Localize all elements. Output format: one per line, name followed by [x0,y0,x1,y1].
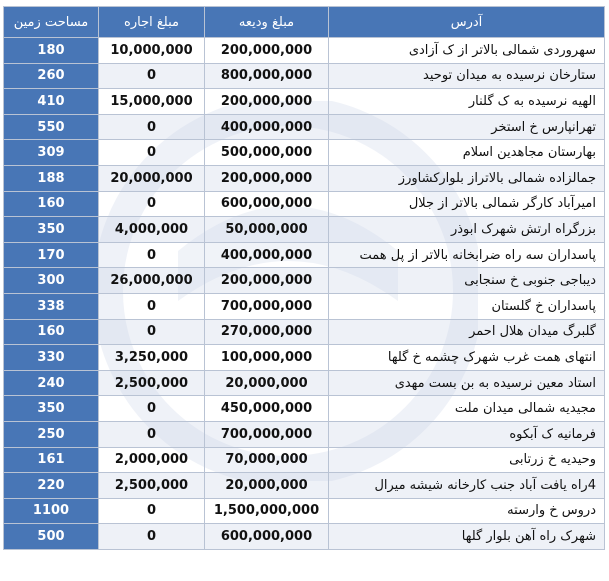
rent-cell: 10,000,000 [99,38,205,64]
table-row [4,89,605,115]
rent-cell: 2,000,000 [99,447,205,473]
address-cell: مجیدیه شمالی میدان ملت [329,396,605,422]
deposit-cell: 1,500,000,000 [205,498,329,524]
rent-cell: 0 [99,191,205,217]
rent-cell: 0 [99,498,205,524]
area-cell: 160 [4,319,99,345]
area-cell: 410 [4,89,99,115]
area-cell: 160 [4,191,99,217]
address-cell: دیباجی جنوبی خ سنجابی [329,268,605,294]
area-cell: 309 [4,140,99,166]
address-cell: استاد معین نرسیده به بن بست مهدی [329,370,605,396]
rent-cell: 15,000,000 [99,89,205,115]
address-cell: پاسداران خ گلستان [329,293,605,319]
deposit-cell: 700,000,000 [205,421,329,447]
deposit-cell: 100,000,000 [205,345,329,371]
rent-cell: 20,000,000 [99,165,205,191]
address-cell: 4راه یافت آباد جنب کارخانه شیشه میرال [329,473,605,499]
deposit-cell: 500,000,000 [205,140,329,166]
table-row [4,242,605,268]
table-row [4,140,605,166]
address-cell: گلبرگ میدان هلال احمر [329,319,605,345]
rent-cell: 2,500,000 [99,473,205,499]
deposit-cell: 200,000,000 [205,89,329,115]
rent-cell: 0 [99,421,205,447]
table-row [4,217,605,243]
header-deposit: مبلغ ودیعه [205,7,329,38]
area-cell: 260 [4,63,99,89]
area-cell: 350 [4,217,99,243]
area-cell: 220 [4,473,99,499]
deposit-cell: 200,000,000 [205,165,329,191]
deposit-cell: 70,000,000 [205,447,329,473]
table-row [4,396,605,422]
area-cell: 161 [4,447,99,473]
address-cell: فرمانیه ک آبکوه [329,421,605,447]
area-cell: 338 [4,293,99,319]
area-cell: 350 [4,396,99,422]
rent-cell: 0 [99,293,205,319]
rent-cell: 0 [99,242,205,268]
table-row [4,370,605,396]
area-cell: 170 [4,242,99,268]
deposit-cell: 270,000,000 [205,319,329,345]
table-row [4,293,605,319]
deposit-cell: 600,000,000 [205,191,329,217]
address-cell: تهرانپارس خ استخر [329,114,605,140]
area-cell: 500 [4,524,99,550]
table-row [4,191,605,217]
table-row [4,524,605,550]
rent-cell: 4,000,000 [99,217,205,243]
table-row [4,319,605,345]
address-cell: بزرگراه ارتش شهرک ابوذر [329,217,605,243]
table-row [4,165,605,191]
deposit-cell: 700,000,000 [205,293,329,319]
header-area: مساحت زمین [4,7,99,38]
header-rent: مبلغ اجاره [99,7,205,38]
address-cell: بهارستان مجاهدین اسلام [329,140,605,166]
table-row [4,63,605,89]
address-cell: دروس خ وارسته [329,498,605,524]
rent-cell: 0 [99,140,205,166]
table-container [3,6,605,550]
table-row [4,345,605,371]
address-cell: وحیدیه خ زرتابی [329,447,605,473]
table-row [4,447,605,473]
table-body [4,38,605,550]
rent-cell: 0 [99,396,205,422]
rent-cell: 2,500,000 [99,370,205,396]
rent-cell: 0 [99,319,205,345]
rent-cell: 3,250,000 [99,345,205,371]
area-cell: 330 [4,345,99,371]
area-cell: 300 [4,268,99,294]
address-cell: الهیه نرسیده به ک گلنار [329,89,605,115]
table-row [4,473,605,499]
table-row [4,421,605,447]
address-cell: شهرک راه آهن بلوار گلها [329,524,605,550]
table-row [4,268,605,294]
rent-cell: 0 [99,63,205,89]
header-address: آدرس [329,7,605,38]
area-cell: 550 [4,114,99,140]
rent-cell: 0 [99,524,205,550]
table-header-row [4,7,605,38]
deposit-cell: 20,000,000 [205,473,329,499]
area-cell: 250 [4,421,99,447]
address-cell: امیرآباد کارگر شمالی بالاتر از جلال [329,191,605,217]
address-cell: جمالزاده شمالی بالاتراز بلوارکشاورز [329,165,605,191]
deposit-cell: 200,000,000 [205,38,329,64]
deposit-cell: 600,000,000 [205,524,329,550]
area-cell: 1100 [4,498,99,524]
deposit-cell: 200,000,000 [205,268,329,294]
address-cell: ستارخان نرسیده به میدان توحید [329,63,605,89]
table-row [4,38,605,64]
address-cell: پاسداران سه راه ضرابخانه بالاتر از پل همت [329,242,605,268]
property-listing-table [3,6,605,550]
deposit-cell: 50,000,000 [205,217,329,243]
deposit-cell: 450,000,000 [205,396,329,422]
address-cell: سهروردی شمالی بالاتر از ک آزادی [329,38,605,64]
address-cell: انتهای همت غرب شهرک چشمه خ گلها [329,345,605,371]
deposit-cell: 20,000,000 [205,370,329,396]
table-row [4,114,605,140]
deposit-cell: 400,000,000 [205,242,329,268]
table-row [4,498,605,524]
rent-cell: 26,000,000 [99,268,205,294]
deposit-cell: 400,000,000 [205,114,329,140]
area-cell: 180 [4,38,99,64]
area-cell: 188 [4,165,99,191]
deposit-cell: 800,000,000 [205,63,329,89]
area-cell: 240 [4,370,99,396]
rent-cell: 0 [99,114,205,140]
